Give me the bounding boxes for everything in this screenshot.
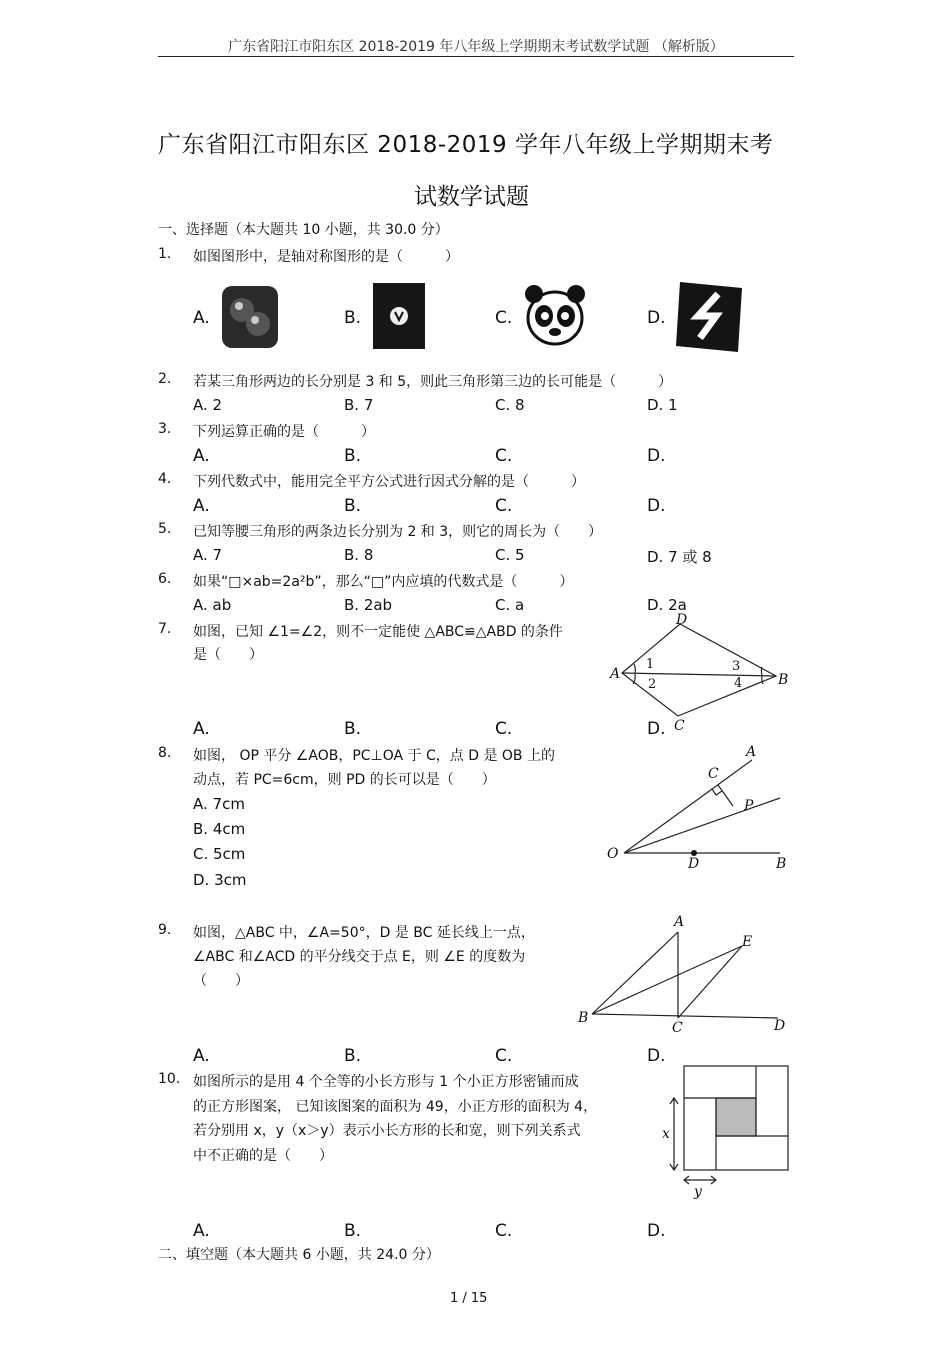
q7-label-b: B: [778, 672, 789, 688]
q3-option-b: B.: [344, 446, 362, 466]
q9-option-a: A.: [193, 1046, 210, 1066]
q8-option-a: A. 7cm: [193, 795, 245, 813]
q6-option-d: D. 2a: [647, 596, 687, 614]
q1-image-b-card: [373, 283, 425, 349]
q4-number: 4.: [158, 471, 172, 487]
q10-text-line4: 中不正确的是（ ）: [193, 1148, 333, 1164]
q1-image-a-balls: [222, 286, 278, 348]
q2-option-c: C. 8: [495, 396, 525, 414]
q9-number: 9.: [158, 922, 172, 938]
q8-text-line2: 动点，若 PC=6cm，则 PD 的长可以是（ ）: [193, 772, 496, 788]
q3-text: 下列运算正确的是（ ）: [193, 424, 375, 440]
q8-label-a: A: [746, 744, 757, 760]
section-heading-fill-in: 二、填空题（本大题共 6 小题，共 24.0 分）: [158, 1247, 440, 1263]
q1-number: 1.: [158, 246, 172, 262]
q4-option-c: C.: [495, 496, 513, 516]
q1-option-c: C.: [495, 308, 513, 328]
q5-option-c: C. 5: [495, 546, 525, 564]
q7-angle-4: 4: [734, 676, 743, 691]
q9-text-line2: ∠ABC 和∠ACD 的平分线交于点 E，则 ∠E 的度数为: [193, 949, 526, 965]
q5-option-d: D. 7 或 8: [647, 548, 712, 566]
q7-angle-3: 3: [732, 659, 741, 674]
q2-option-a: A. 2: [193, 396, 223, 414]
section-heading-choice: 一、选择题（本大题共 10 小题，共 30.0 分）: [158, 222, 449, 238]
q8-label-o: O: [607, 846, 619, 862]
q8-option-d: D. 3cm: [193, 871, 247, 889]
q10-option-a: A.: [193, 1221, 210, 1241]
q8-label-d: D: [688, 856, 700, 872]
q9-label-a: A: [674, 914, 685, 930]
q1-text: 如图图形中，是轴对称图形的是（ ）: [193, 249, 459, 265]
q7-text-line1: 如图，已知 ∠1=∠2，则不一定能使 △ABC≌△ABD 的条件: [193, 624, 563, 640]
q7-label-c: C: [674, 718, 685, 734]
q9-option-d: D.: [647, 1046, 666, 1066]
q1-image-c-panda: [524, 284, 586, 348]
q7-angle-2: 2: [648, 677, 657, 692]
q2-option-d: D. 1: [647, 396, 678, 414]
q7-option-a: A.: [193, 719, 210, 739]
q8-label-c: C: [708, 766, 719, 782]
q6-number: 6.: [158, 571, 172, 587]
q7-option-d: D.: [647, 719, 666, 739]
q10-option-d: D.: [647, 1221, 666, 1241]
q6-text: 如果“□×ab=2a²b”，那么“□”内应填的代数式是（ ）: [193, 574, 574, 590]
q5-option-a: A. 7: [193, 546, 223, 564]
q9-label-b: B: [578, 1010, 589, 1026]
q10-number: 10.: [158, 1071, 181, 1087]
q5-option-b: B. 8: [344, 546, 374, 564]
q6-option-a: A. ab: [193, 596, 232, 614]
q8-label-p: P: [744, 798, 754, 814]
q3-option-c: C.: [495, 446, 513, 466]
q9-label-d: D: [774, 1018, 786, 1034]
q4-text: 下列代数式中，能用完全平方公式进行因式分解的是（ ）: [193, 474, 585, 490]
q8-number: 8.: [158, 745, 172, 761]
q9-text-line1: 如图，△ABC 中，∠A=50°，D 是 BC 延长线上一点，: [193, 925, 535, 941]
q9-option-c: C.: [495, 1046, 513, 1066]
q10-option-c: C.: [495, 1221, 513, 1241]
q1-option-a: A.: [193, 308, 210, 328]
q8-text-line1: 如图， OP 平分 ∠AOB，PC⊥OA 于 C，点 D 是 OB 上的: [193, 748, 555, 764]
q6-option-b: B. 2ab: [344, 596, 393, 614]
q7-label-d: D: [676, 612, 688, 628]
q10-label-y: y: [694, 1184, 702, 1200]
header-divider: [158, 56, 794, 57]
q9-figure-triangle: [574, 912, 794, 1036]
q9-text-line3: （ ）: [193, 973, 249, 989]
q8-option-c: C. 5cm: [193, 845, 246, 863]
q7-option-c: C.: [495, 719, 513, 739]
page-header: 广东省阳江市阳东区 2018-2019 年八年级上学期期末考试数学试题 （解析版）: [228, 39, 724, 55]
q3-option-d: D.: [647, 446, 666, 466]
q5-text: 已知等腰三角形的两条边长分别为 2 和 3，则它的周长为（ ）: [193, 524, 603, 540]
document-title-line2: 试数学试题: [414, 184, 529, 210]
q7-number: 7.: [158, 621, 172, 637]
q7-angle-1: 1: [646, 657, 655, 672]
q10-figure-square-tiling: [660, 1062, 792, 1200]
q1-image-d-logo: [676, 280, 742, 352]
q2-number: 2.: [158, 371, 172, 387]
q3-option-a: A.: [193, 446, 210, 466]
q8-option-b: B. 4cm: [193, 820, 246, 838]
q9-option-b: B.: [344, 1046, 362, 1066]
q3-number: 3.: [158, 421, 172, 437]
q7-option-b: B.: [344, 719, 362, 739]
q6-option-c: C. a: [495, 596, 525, 614]
q7-text-line2: 是（ ）: [193, 647, 263, 663]
q10-label-x: x: [662, 1126, 670, 1142]
q10-option-b: B.: [344, 1221, 362, 1241]
q10-text-line2: 的正方形图案， 已知该图案的面积为 49，小正方形的面积为 4，: [193, 1099, 598, 1115]
q8-figure-angle-bisector: [602, 740, 792, 872]
q4-option-d: D.: [647, 496, 666, 516]
page-number: 1 / 15: [450, 1291, 488, 1306]
q8-label-b: B: [776, 856, 787, 872]
q5-number: 5.: [158, 521, 172, 537]
q7-label-a: A: [610, 666, 621, 682]
q2-option-b: B. 7: [344, 396, 374, 414]
q10-text-line3: 若分别用 x，y（x＞y）表示小长方形的长和宽，则下列关系式: [193, 1123, 581, 1139]
q9-label-c: C: [672, 1020, 683, 1036]
q4-option-a: A.: [193, 496, 210, 516]
document-title-line1: 广东省阳江市阳东区 2018-2019 学年八年级上学期期末考: [158, 132, 774, 158]
q7-figure-quadrilateral: [608, 612, 788, 732]
q1-option-b: B.: [344, 308, 362, 328]
q4-option-b: B.: [344, 496, 362, 516]
q9-label-e: E: [742, 934, 753, 950]
q2-text: 若某三角形两边的长分别是 3 和 5，则此三角形第三边的长可能是（ ）: [193, 374, 673, 390]
q1-option-d: D.: [647, 308, 666, 328]
q10-text-line1: 如图所示的是用 4 个全等的小长方形与 1 个小正方形密铺而成: [193, 1074, 579, 1090]
